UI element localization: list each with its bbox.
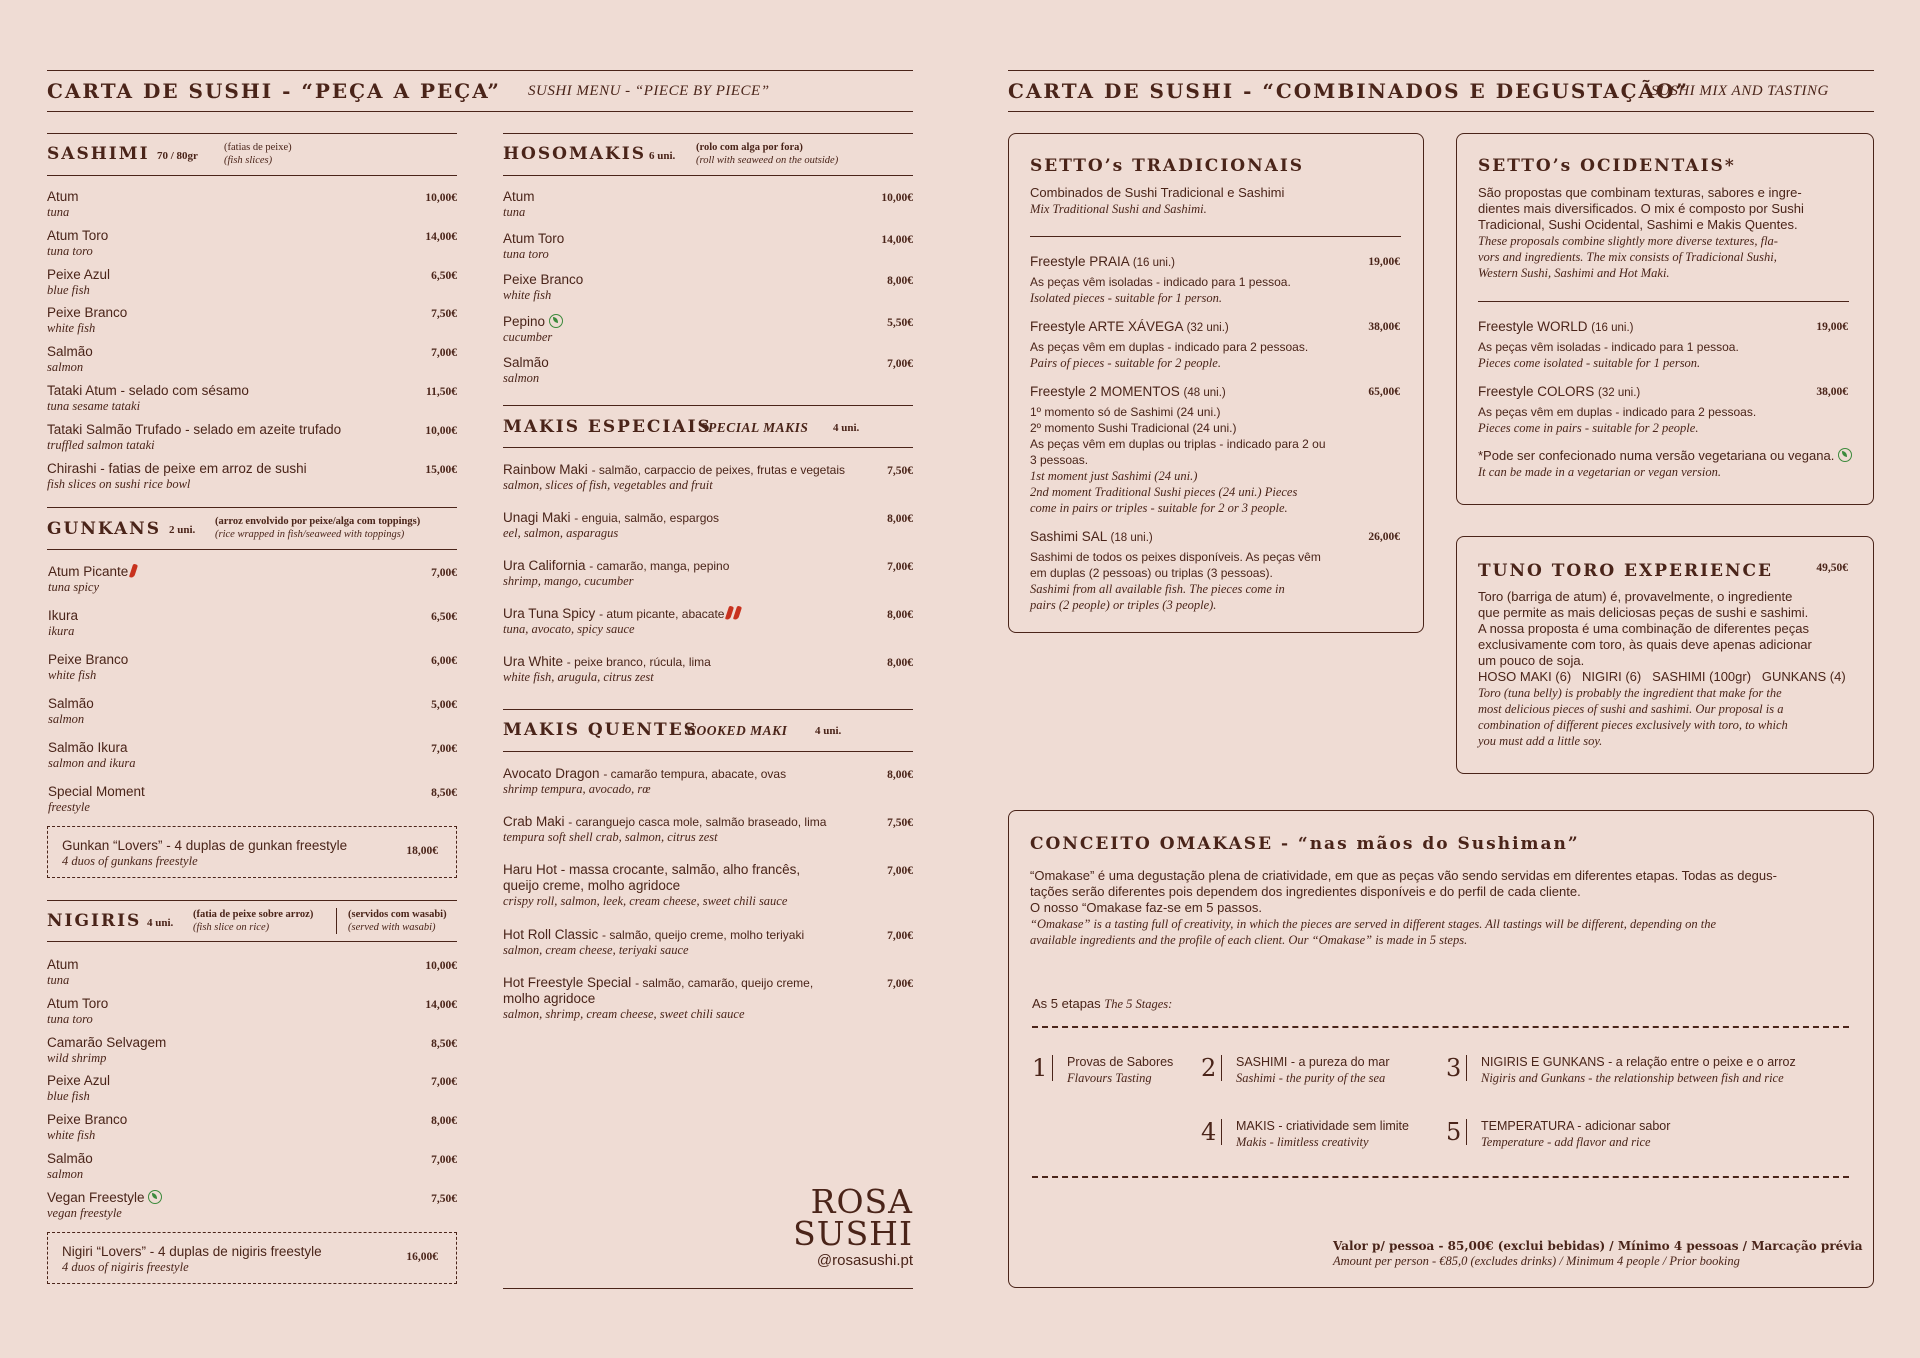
- menu-item: [47, 1073, 110, 1103]
- item-name: Ura White - peixe branco, rúcula, lima: [503, 654, 711, 669]
- item-translation: tuna: [47, 973, 70, 987]
- menu-item: [48, 696, 94, 726]
- item-translation: tuna spicy: [48, 580, 100, 594]
- item-price: 8,50€: [431, 787, 457, 799]
- item-price: 14,00€: [425, 998, 457, 1011]
- menu-item: [47, 461, 307, 491]
- stage-divider: [1466, 1055, 1467, 1081]
- stages-top-divider: [1032, 1026, 1849, 1028]
- setto-item: Freestyle 2 MOMENTOS (48 uni.) 1º momento só de Sashimi (24 uni.) 2º momento Sushi Tradicional (24 uni.) As peças vêm em duplas ou triplas - indicado para 2 ou 3 pessoas. 1st moment just Sashimi (24 uni.) 2nd moment Traditional Sushi pieces (24 uni.) Pieces come in pairs or triples - suitable for 2 or 3 people.: [1030, 384, 1402, 516]
- stage-divider: [1221, 1119, 1222, 1145]
- item-name: Salmão: [48, 696, 94, 711]
- item-name: Atum: [503, 189, 535, 204]
- item-price: 6,00€: [431, 655, 457, 667]
- vegan-icon: [148, 1190, 162, 1204]
- ocidentais-footnote: *Pode ser confecionado numa versão vegetariana ou vegana. It can be made in a vegetarian or vegan version.: [1478, 448, 1852, 480]
- right-header-title: CARTA DE SUSHI - “COMBINADOS E DEGUSTAÇÃO”: [1008, 79, 1689, 103]
- item-price: 14,00€: [425, 230, 457, 243]
- menu-item: [48, 784, 145, 814]
- menu-item: [503, 975, 813, 1021]
- setto-item: Freestyle PRAIA (16 uni.) As peças vêm isoladas - indicado para 1 pessoa. Isolated pieces - suitable for 1 person.: [1030, 254, 1402, 306]
- item-price: 7,00€: [887, 930, 913, 942]
- menu-item: [503, 927, 804, 957]
- item-price: 14,00€: [881, 233, 913, 246]
- stage-text: MAKIS - criatividade sem limite Makis - limitless creativity: [1236, 1119, 1409, 1149]
- right-header-subtitle: SUSHI MIX AND TASTING: [1651, 83, 1829, 99]
- makis-especiais-subtitle: SPECIAL MAKIS: [700, 420, 809, 435]
- item-name: Atum: [47, 957, 79, 972]
- item-translation: vegan freestyle: [47, 1205, 122, 1220]
- sashimi-note: (fatias de peixe) (fish slices): [224, 142, 292, 166]
- setto-item-price: 26,00€: [1368, 531, 1400, 543]
- item-translation: tuna toro: [47, 1011, 93, 1026]
- nigiri-lovers-price: 16,00€: [406, 1251, 438, 1263]
- menu-item: [47, 228, 108, 258]
- item-name: Crab Maki - caranguejo casca mole, salmão braseado, lima: [503, 814, 827, 829]
- brand-logo: ROSA SUSHI @rosasushi.pt: [760, 1186, 913, 1269]
- menu-item: [48, 564, 136, 594]
- item-price: 7,50€: [887, 817, 913, 829]
- item-translation: salmon: [47, 360, 84, 375]
- gunkans-note: (arroz envolvido por peixe/alga com toppings) (rice wrapped in fish/seaweed with toppings): [215, 516, 421, 540]
- menu-item: [503, 558, 729, 588]
- chili-icon: [129, 564, 138, 579]
- item-name: Ura California - camarão, manga, pepino: [503, 558, 730, 573]
- item-price: 6,50€: [431, 269, 457, 282]
- vegan-icon: [1838, 448, 1852, 462]
- menu-item: [48, 740, 136, 770]
- item-price: 10,00€: [881, 192, 913, 204]
- setto-item-price: 19,00€: [1816, 321, 1848, 333]
- menu-item: [503, 272, 583, 302]
- makis-quentes-title: MAKIS QUENTES: [503, 720, 698, 740]
- item-name: Peixe Branco: [48, 652, 129, 667]
- left-header-title: CARTA DE SUSHI - “PEÇA A PEÇA”: [47, 79, 501, 103]
- menu-item: [503, 314, 563, 344]
- stage-divider: [1052, 1055, 1053, 1081]
- item-translation: salmon: [47, 1167, 84, 1181]
- item-name: Atum Toro: [47, 227, 109, 243]
- menu-item: [503, 231, 564, 261]
- stage-number: 1: [1032, 1054, 1048, 1082]
- gunkan-lovers-price: 18,00€: [406, 845, 438, 857]
- nigiri-lovers: Nigiri “Lovers” - 4 duplas de nigiris freestyle 4 duos of nigiris freestyle: [62, 1244, 322, 1274]
- stage-text: Provas de Sabores Flavours Tasting: [1067, 1055, 1174, 1085]
- item-name: Peixe Azul: [47, 1073, 111, 1089]
- stage-text: NIGIRIS E GUNKANS - a relação entre o peixe e o arroz Nigiris and Gunkans - the relationship between fish and rice: [1481, 1055, 1796, 1085]
- tradicionais-intro: Combinados de Sushi Tradicional e Sashimi Mix Traditional Sushi and Sashimi.: [1030, 185, 1285, 216]
- item-name: Pepino: [503, 314, 563, 330]
- item-translation: salmon and ikura: [48, 756, 136, 770]
- menu-item: [47, 422, 341, 452]
- item-translation: wild shrimp: [47, 1050, 107, 1065]
- item-price: 7,50€: [431, 308, 457, 321]
- menu-item: [47, 1151, 93, 1181]
- item-name: Hot Roll Classic - salmão, queijo creme, molho teriyaki: [503, 927, 805, 942]
- item-translation: tuna: [503, 205, 526, 219]
- item-translation: freestyle: [48, 800, 90, 814]
- item-name: Avocato Dragon - camarão tempura, abacate, ovas: [503, 766, 787, 781]
- item-name: Unagi Maki - enguia, salmão, espargos: [503, 510, 720, 525]
- menu-item: [47, 267, 110, 297]
- menu-item: [503, 462, 845, 492]
- item-translation: salmon, slices of fish, vegetables and fruit: [503, 478, 713, 492]
- item-translation: white fish: [47, 1128, 96, 1143]
- stage-number: 5: [1446, 1118, 1462, 1146]
- item-price: 7,50€: [431, 1192, 457, 1205]
- omakase-title: CONCEITO OMAKASE - “nas mãos do Sushiman”: [1030, 834, 1580, 854]
- stage-text: TEMPERATURA - adicionar sabor Temperature - add flavor and rice: [1481, 1119, 1671, 1149]
- item-name: Tataki Salmão Trufado - selado em azeite trufado: [47, 421, 342, 437]
- ocidentais-title: SETTO’s OCIDENTAIS*: [1478, 156, 1736, 176]
- nigiris-title: NIGIRIS: [47, 911, 142, 931]
- brand-handle: @rosasushi.pt: [816, 1252, 913, 1269]
- item-name-cont: queijo creme, molho agridoce: [503, 878, 681, 893]
- item-translation: salmon: [503, 371, 540, 385]
- item-translation: truffled salmon tataki: [47, 437, 155, 452]
- menu-item: [47, 1112, 127, 1142]
- item-translation: eel, salmon, asparagus: [503, 526, 619, 540]
- item-price: 7,00€: [431, 567, 457, 579]
- item-translation: blue fish: [47, 1089, 90, 1104]
- stages-bottom-divider: [1032, 1176, 1849, 1178]
- item-translation: salmon: [48, 712, 85, 726]
- item-price: 5,50€: [887, 316, 913, 329]
- item-translation: white fish: [48, 668, 97, 682]
- item-price: 7,00€: [431, 1154, 457, 1166]
- item-translation: ikura: [48, 624, 75, 638]
- gunkans-title: GUNKANS: [47, 519, 161, 539]
- item-name: Ikura: [48, 608, 79, 623]
- item-price: 8,50€: [431, 1037, 457, 1050]
- item-price: 5,00€: [431, 699, 457, 711]
- item-name-cont: molho agridoce: [503, 991, 596, 1006]
- item-name: Peixe Branco: [47, 1112, 128, 1128]
- item-name: Peixe Branco: [47, 305, 128, 321]
- item-translation: salmon, shrimp, cream cheese, sweet chili sauce: [503, 1007, 745, 1021]
- item-name: Peixe Branco: [503, 272, 584, 287]
- omakase-price: Valor p/ pessoa - 85,00€ (exclui bebidas) / Mínimo 4 pessoas / Marcação prévia Amount per person - €85,0 (excludes drinks) / Minimum 4 people / Prior booking: [1333, 1239, 1863, 1268]
- item-name: Salmão Ikura: [48, 740, 128, 755]
- item-price: 7,00€: [887, 978, 913, 990]
- left-header-subtitle: SUSHI MENU - “PIECE BY PIECE”: [528, 83, 770, 99]
- item-translation: tuna: [47, 205, 70, 219]
- item-price: 7,00€: [887, 865, 913, 877]
- item-translation: crispy roll, salmon, leek, cream cheese, sweet chili sauce: [503, 894, 788, 908]
- hosomakis-meta: 6 uni.: [649, 150, 676, 162]
- setto-item-name: Sashimi SAL (18 uni.): [1030, 529, 1153, 544]
- item-name: Camarão Selvagem: [47, 1034, 167, 1050]
- setto-item-name: Freestyle WORLD (16 uni.): [1478, 319, 1634, 334]
- setto-item-price: 38,00€: [1816, 386, 1848, 398]
- item-translation: tempura soft shell crab, salmon, citrus zest: [503, 830, 718, 844]
- item-name: Atum Toro: [47, 995, 109, 1011]
- menu-item: [503, 814, 826, 844]
- item-translation: tuna sesame tataki: [47, 399, 141, 413]
- menu-item: [503, 510, 719, 540]
- makis-especiais-meta: 4 uni.: [833, 422, 860, 434]
- menu-item: [503, 654, 711, 684]
- item-price: 10,00€: [425, 960, 457, 972]
- makis-quentes-subtitle: COOKED MAKI: [687, 723, 788, 738]
- item-name: Salmão: [47, 344, 93, 360]
- stages-label: As 5 etapas The 5 Stages:: [1032, 996, 1173, 1011]
- setto-item-name: Freestyle 2 MOMENTOS (48 uni.): [1030, 384, 1226, 399]
- stage-number: 3: [1446, 1054, 1462, 1082]
- setto-item-name: Freestyle COLORS (32 uni.): [1478, 384, 1641, 399]
- nigiris-wasabi-note: (servidos com wasabi) (served with wasabi): [348, 909, 447, 933]
- menu-item: [503, 355, 549, 385]
- hosomakis-note: (rolo com alga por fora) (roll with seaweed on the outside): [696, 142, 839, 166]
- item-price: 7,00€: [887, 561, 913, 573]
- setto-item-price: 38,00€: [1368, 321, 1400, 333]
- tuno-title: TUNO TORO EXPERIENCE: [1478, 561, 1774, 581]
- ocidentais-intro: São propostas que combinam texturas, sabores e ingre- dientes mais diversificados. O mix é composto por Sushi Tradicional, Sushi Ocidental, Sashimi e Makis Quentes. These proposals combine slightly more diverse textures, fla- vors and ingredients. The mix consists of Tradicional Sushi, Western Sushi, Sashimi and Hot Maki.: [1478, 185, 1804, 280]
- setto-item: Freestyle WORLD (16 uni.) As peças vêm isoladas - indicado para 1 pessoa. Pieces come isolated - suitable for 1 person.: [1478, 319, 1739, 370]
- item-translation: tuna, avocato, spicy sauce: [503, 622, 635, 636]
- menu-item: [503, 766, 786, 796]
- setto-item-price: 19,00€: [1368, 256, 1400, 268]
- tuno-pieces: HOSO MAKI (6) NIGIRI (6) SASHIMI (100gr) GUNKANS (4): [1478, 669, 1846, 684]
- tradicionais-title: SETTO’s TRADICIONAIS: [1030, 156, 1305, 176]
- setto-item: Sashimi SAL (18 uni.) Sashimi de todos os peixes disponíveis. As peças vêm em duplas (2 pessoas) ou triplas (3 pessoas). Sashimi from all available fish. The pieces come in pairs (2 people) or triples (3 people).: [1030, 529, 1402, 613]
- menu-item: [503, 606, 740, 636]
- item-name: Haru Hot - massa crocante, salmão, alho francês,: [503, 862, 801, 877]
- sashimi-title: SASHIMI: [47, 144, 150, 164]
- item-price: 7,00€: [887, 358, 913, 370]
- menu-item: [503, 862, 800, 908]
- item-translation: cucumber: [503, 329, 553, 344]
- item-price: 7,00€: [431, 347, 457, 360]
- menu-item: [47, 383, 249, 413]
- item-name: Chirashi - fatias de peixe em arroz de sushi: [47, 460, 307, 476]
- chili-icon: [733, 606, 742, 621]
- item-name: Vegan Freestyle: [47, 1190, 162, 1206]
- item-translation: white fish: [503, 288, 552, 302]
- setto-item-name: Freestyle ARTE XÁVEGA (32 uni.): [1030, 319, 1229, 334]
- item-price: 15,00€: [425, 463, 457, 476]
- tuno-price: 49,50€: [1816, 562, 1848, 574]
- item-translation: white fish: [47, 321, 96, 336]
- item-name: Ura Tuna Spicy - atum picante, abacate: [503, 606, 740, 622]
- menu-item: [47, 957, 79, 987]
- setto-item-price: 65,00€: [1368, 386, 1400, 398]
- stage-number: 4: [1201, 1118, 1217, 1146]
- item-price: 7,00€: [431, 743, 457, 755]
- nigiris-note: (fatia de peixe sobre arroz) (fish slice on rice): [193, 909, 314, 933]
- setto-item: Freestyle COLORS (32 uni.) As peças vêm em duplas - indicado para 2 pessoas. Pieces come in pairs - suitable for 2 people.: [1478, 384, 1757, 435]
- nigiris-meta: 4 uni.: [147, 917, 174, 929]
- menu-item: [47, 189, 79, 219]
- item-translation: shrimp tempura, avocado, rœ: [503, 782, 651, 796]
- item-name: Peixe Azul: [47, 266, 111, 282]
- item-price: 8,00€: [887, 513, 913, 525]
- makis-quentes-meta: 4 uni.: [815, 725, 842, 737]
- gunkan-lovers: Gunkan “Lovers” - 4 duplas de gunkan freestyle 4 duos of gunkans freestyle: [62, 838, 348, 868]
- stage-number: 2: [1201, 1054, 1217, 1082]
- makis-especiais-title: MAKIS ESPECIAIS: [503, 417, 712, 437]
- vegan-icon: [549, 314, 563, 328]
- stage-divider: [1221, 1055, 1222, 1081]
- item-name: Tataki Atum - selado com sésamo: [47, 383, 249, 398]
- item-price: 6,50€: [431, 611, 457, 623]
- setto-item: Freestyle ARTE XÁVEGA (32 uni.) As peças vêm em duplas - indicado para 2 pessoas. Pairs of pieces - suitable for 2 people.: [1030, 319, 1402, 371]
- sashimi-meta: 70 / 80gr: [157, 150, 198, 162]
- item-translation: tuna toro: [47, 243, 93, 258]
- item-name: Special Moment: [48, 784, 145, 799]
- menu-item: [47, 305, 127, 335]
- item-translation: salmon, cream cheese, teriyaki sauce: [503, 943, 689, 957]
- menu-item: [47, 1035, 166, 1065]
- item-name: Atum Picante: [48, 564, 136, 580]
- menu-item: [47, 1190, 162, 1220]
- item-price: 7,00€: [431, 1076, 457, 1089]
- stage-divider: [1466, 1119, 1467, 1145]
- tuno-body: Toro (barriga de atum) é, provavelmente, o ingrediente que permite as mais deliciosas peças de sushi e sashimi. A nossa proposta é uma combinação de diferentes peças exclusivamente com toro, às quais deve apenas adicionar um pouco de soja. HOSO MAKI (6) NIGIRI (6) SASHIMI (100gr) GUNKANS (4) Toro (tuna belly) is probably the ingredient that make for the most delicious pieces of sushi and sashimi. Our proposal is a combination of different pieces exclusively with toro, to which you must add a little soy.: [1478, 589, 1850, 749]
- hosomakis-title: HOSOMAKIS: [503, 144, 646, 164]
- item-name: Atum Toro: [503, 230, 565, 246]
- omakase-body: “Omakase” é uma degustação plena de criatividade, em que as peças vão sendo servidas em diferentes etapas. Todas as degus- tações serão diferentes pois dependem dos ingredientes disponíveis e do perfil de cada cliente. O nosso “Omakase faz-se em 5 passos. “Omakase” is a tasting full of creativity, in which the pieces are served in different stages. All tastings will be different, depending on the available ingredients and the profile of each client. Our “Omakase” is made in 5 steps.: [1030, 868, 1777, 947]
- item-price: 8,00€: [431, 1115, 457, 1128]
- item-name: Rainbow Maki - salmão, carpaccio de peixes, frutas e vegetais: [503, 462, 846, 477]
- menu-item: [503, 189, 535, 219]
- item-name: Hot Freestyle Special - salmão, camarão, queijo creme,: [503, 975, 814, 990]
- menu-item: [47, 996, 108, 1026]
- item-translation: fish slices on sushi rice bowl: [47, 476, 191, 491]
- item-name: Atum: [47, 189, 79, 204]
- menu-item: [48, 608, 78, 638]
- item-translation: blue fish: [47, 282, 90, 297]
- gunkans-meta: 2 uni.: [169, 524, 196, 536]
- setto-item-name: Freestyle PRAIA (16 uni.): [1030, 254, 1175, 269]
- item-price: 11,50€: [426, 386, 457, 398]
- item-price: 8,00€: [887, 657, 913, 669]
- item-price: 8,00€: [887, 609, 913, 621]
- menu-item: [48, 652, 128, 682]
- item-price: 7,50€: [887, 465, 913, 477]
- item-price: 10,00€: [425, 192, 457, 204]
- stage-text: SASHIMI - a pureza do mar Sashimi - the purity of the sea: [1236, 1055, 1390, 1085]
- item-translation: tuna toro: [503, 246, 549, 261]
- item-name: Salmão: [47, 1151, 93, 1166]
- item-price: 8,00€: [887, 275, 913, 287]
- item-price: 10,00€: [425, 424, 457, 437]
- item-translation: shrimp, mango, cucumber: [503, 574, 634, 588]
- item-translation: white fish, arugula, citrus zest: [503, 670, 654, 684]
- item-price: 8,00€: [887, 769, 913, 781]
- menu-item: [47, 344, 93, 374]
- item-name: Salmão: [503, 355, 549, 370]
